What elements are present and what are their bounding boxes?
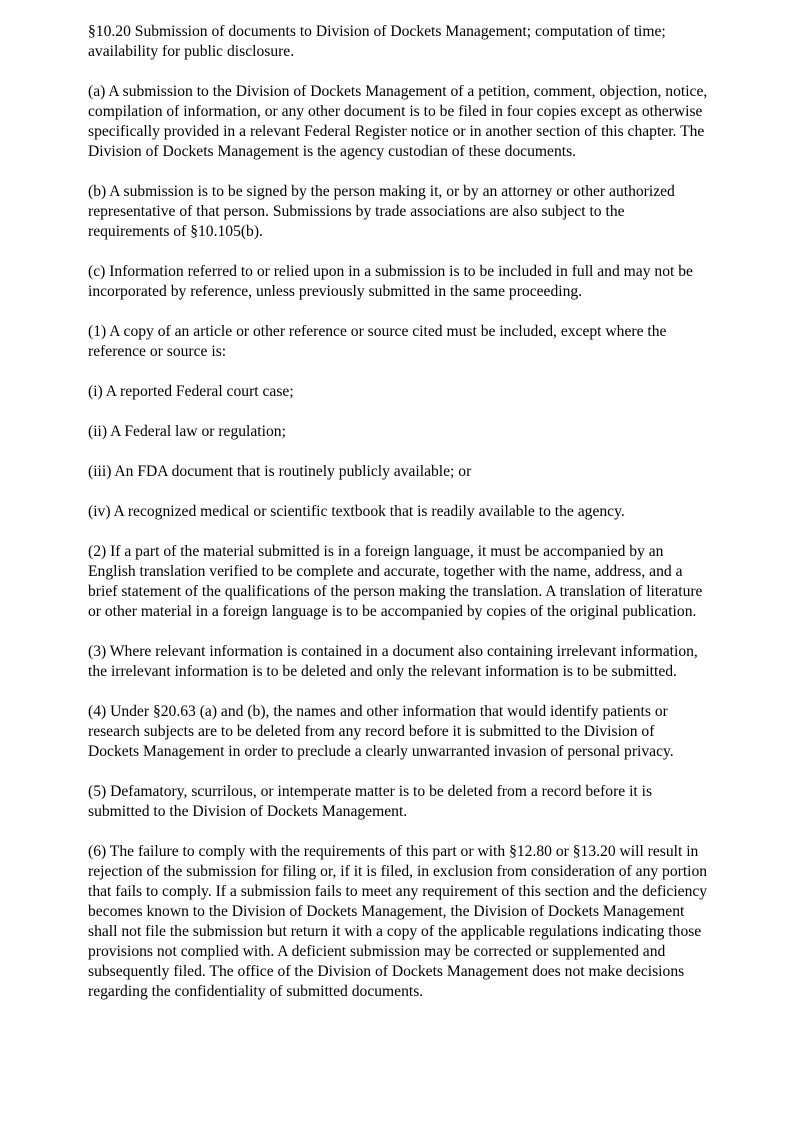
paragraph-c-1-i: (i) A reported Federal court case; bbox=[88, 383, 294, 400]
paragraph-c-1: (1) A copy of an article or other reference or source cited must be included, except where the reference or source is: bbox=[88, 323, 667, 360]
paragraph-c-1-ii: (ii) A Federal law or regulation; bbox=[88, 423, 286, 440]
paragraph-c: (c) Information referred to or relied upon in a submission is to be included in full and may not be incorporated by reference, unless previously submitted in the same proceeding. bbox=[88, 263, 693, 300]
paragraph-c-6: (6) The failure to comply with the requirements of this part or with §12.80 or §13.20 will result in rejection of the submission for filing or, if it is filed, in exclusion from consideration of any portion that fails to comply. If a submission fails to meet any requirement of this section and the deficiency becomes known to the Division of Dockets Management, the Division of Dockets Management shall not file the submission but return it with a copy of the applicable regulations indicating those provisions not complied with. A deficient submission may be corrected or supplemented and subsequently filed. The office of the Division of Dockets Management does not make decisions regarding the confidentiality of submitted documents. bbox=[88, 843, 708, 1000]
paragraph-a: (a) A submission to the Division of Dockets Management of a petition, comment, objection, notice, compilation of information, or any other document is to be filed in four copies except as otherwise specifically provided in a relevant Federal Register notice or in another section of this chapter. The Division of Dockets Management is the agency custodian of these documents. bbox=[88, 83, 708, 160]
paragraph-c-5: (5) Defamatory, scurrilous, or intemperate matter is to be deleted from a record before it is submitted to the Division of Dockets Management. bbox=[88, 783, 653, 820]
paragraph-c-3: (3) Where relevant information is contained in a document also containing irrelevant information, the irrelevant information is to be deleted and only the relevant information is to be submitted. bbox=[88, 643, 698, 680]
document-page bbox=[88, 22, 708, 1002]
paragraph-c-2: (2) If a part of the material submitted is in a foreign language, it must be accompanied by an English translation verified to be complete and accurate, together with the name, address, and a brief statement of the qualifications of the person making the translation. A translation of literature or other material in a foreign language is to be accompanied by copies of the original publication. bbox=[88, 543, 703, 620]
section-heading: §10.20 Submission of documents to Division of Dockets Management; computation of time; availability for public disclosure. bbox=[88, 23, 666, 60]
paragraph-c-1-iv: (iv) A recognized medical or scientific textbook that is readily available to the agency. bbox=[88, 503, 625, 520]
paragraph-b: (b) A submission is to be signed by the person making it, or by an attorney or other authorized representative of that person. Submissions by trade associations are also subject to the requirements of §10.105(b). bbox=[88, 183, 675, 240]
paragraph-c-4: (4) Under §20.63 (a) and (b), the names and other information that would identify patients or research subjects are to be deleted from any record before it is submitted to the Division of Dockets Management in order to preclude a clearly unwarranted invasion of personal privacy. bbox=[88, 703, 674, 760]
paragraph-c-1-iii: (iii) An FDA document that is routinely publicly available; or bbox=[88, 463, 472, 480]
